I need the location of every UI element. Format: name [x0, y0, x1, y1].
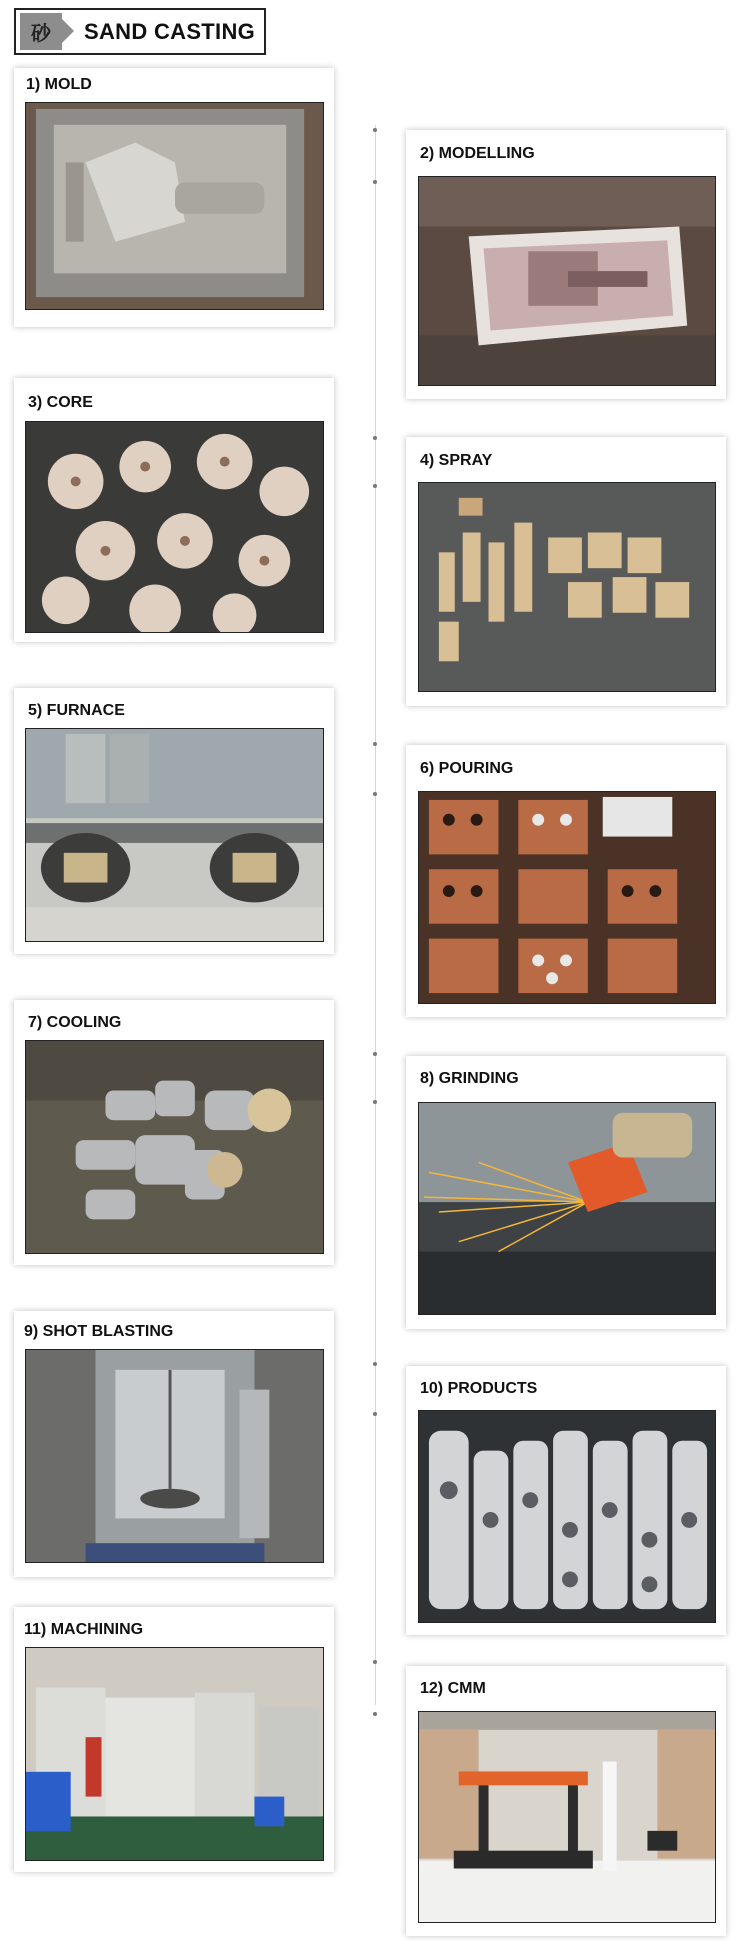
step-card-machining: [14, 1607, 334, 1872]
step-card-modelling: [406, 130, 726, 399]
spray-photo: [418, 482, 716, 692]
grinding-photo: [418, 1102, 716, 1315]
cooling-photo: [25, 1040, 324, 1254]
timeline-dot: [373, 1660, 377, 1664]
step-title: 7) COOLING: [28, 1014, 122, 1031]
mold-photo: [25, 102, 324, 310]
shot-blasting-photo: [25, 1349, 324, 1563]
page-title: SAND CASTING: [84, 18, 256, 44]
core-photo: [25, 421, 324, 633]
step-title: 3) CORE: [28, 394, 93, 411]
step-card-spray: [406, 437, 726, 706]
furnace-photo: [25, 728, 324, 942]
timeline-dot: [373, 742, 377, 746]
step-title: 12) CMM: [420, 1680, 486, 1697]
step-card-mold: [14, 68, 334, 327]
step-title: 5) FURNACE: [28, 702, 125, 719]
step-card-grinding: [406, 1056, 726, 1329]
step-title: 10) PRODUCTS: [420, 1380, 538, 1397]
step-title: 8) GRINDING: [420, 1070, 519, 1087]
timeline-dot: [373, 1412, 377, 1416]
step-title: 2) MODELLING: [420, 145, 535, 162]
step-title: 11) MACHINING: [24, 1621, 144, 1638]
step-card-cooling: [14, 1000, 334, 1265]
timeline-dot: [373, 484, 377, 488]
step-title: 4) SPRAY: [420, 452, 493, 469]
step-card-core: [14, 378, 334, 642]
machining-photo: [25, 1647, 324, 1861]
timeline-dot: [373, 1712, 377, 1716]
step-title: 9) SHOT BLASTING: [24, 1323, 174, 1340]
timeline-dot: [373, 180, 377, 184]
pouring-photo: [418, 791, 716, 1004]
logo-glyph: 砂: [31, 23, 51, 45]
step-card-furnace: [14, 688, 334, 954]
step-card-pouring: [406, 745, 726, 1017]
timeline-dot: [373, 1100, 377, 1104]
step-title: 6) POURING: [420, 760, 514, 777]
step-card-shot-blasting: [14, 1311, 334, 1577]
products-photo: [418, 1410, 716, 1623]
cmm-photo: [418, 1711, 716, 1923]
timeline-dot: [373, 436, 377, 440]
timeline-dot: [373, 128, 377, 132]
timeline-dot: [373, 1362, 377, 1366]
step-card-cmm: [406, 1666, 726, 1936]
sand-logo-icon: [20, 13, 62, 50]
timeline-dot: [373, 792, 377, 796]
page-header: [14, 8, 266, 55]
timeline-line: [375, 125, 376, 1705]
step-card-products: [406, 1366, 726, 1635]
step-title: 1) MOLD: [26, 76, 92, 93]
timeline-dot: [373, 1052, 377, 1056]
modelling-photo: [418, 176, 716, 386]
